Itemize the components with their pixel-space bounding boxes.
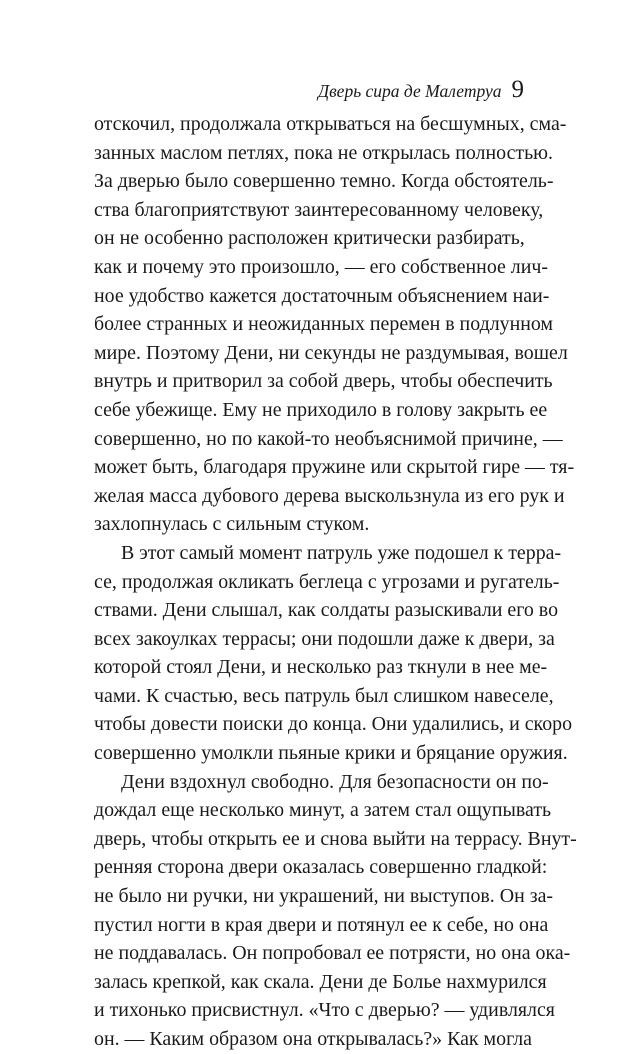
- text-line: более странных и неожиданных перемен в подлунном: [94, 313, 554, 336]
- text-line: может быть, благодаря пружине или скрытой гире — тя-: [94, 456, 575, 479]
- text-line: В этот самый момент патруль уже подошел к терра-: [121, 541, 562, 564]
- text-line: се, продолжая окликать беглеца с угрозами и ругатель-: [94, 570, 560, 593]
- text-line: не поддавалась. Он попробовал ее потрясти, но она ока-: [94, 942, 571, 965]
- text-line: Дени вздохнул свободно. Для безопасности он по-: [121, 770, 549, 793]
- paragraph-3: [94, 768, 577, 1054]
- text-line: ное удобство кажется достаточным объяснением наи-: [94, 284, 550, 307]
- text-line: занных маслом петлях, пока не открылась полностью.: [94, 141, 553, 164]
- text-line: и тихонько присвистнул. «Что с дверью? — удивлялся: [94, 999, 555, 1022]
- text-line: пустил ногти в края двери и потянул ее к себе, но она: [94, 913, 549, 936]
- running-head: [318, 76, 524, 104]
- body-text: [94, 110, 577, 1054]
- text-line: как и почему это произошло, — его собственное лич-: [94, 255, 549, 278]
- page-number: 9: [511, 76, 524, 103]
- text-line: За дверью было совершенно темно. Когда обстоятель-: [94, 170, 554, 193]
- text-line: залась крепкой, как скала. Дени де Болье нахмурился: [94, 970, 547, 993]
- text-line: себе убежище. Ему не приходило в голову закрыть ее: [94, 398, 548, 421]
- text-line: чтобы довести поиски до конца. Они удалились, и скоро: [94, 713, 573, 736]
- text-line: захлопнулась с сильным стуком.: [94, 513, 370, 536]
- text-line: совершенно умолкли пьяные крики и бряцание оружия.: [94, 742, 568, 765]
- text-line: внутрь и притворил за собой дверь, чтобы обеспечить: [94, 370, 553, 393]
- running-title: Дверь сира де Малетруа: [317, 81, 502, 101]
- paragraph-2: [94, 539, 573, 768]
- text-line: он. — Каким образом она открывалась?» Как могла: [94, 1028, 532, 1050]
- text-line: ства благоприятствуют заинтересованному человеку,: [94, 198, 544, 221]
- text-line: отскочил, продолжала открываться на бесшумных, сма-: [94, 113, 567, 135]
- text-line: не было ни ручки, ни украшений, ни выступов. Он за-: [94, 885, 554, 908]
- text-line: желая масса дубового дерева выскользнула из его рук и: [94, 484, 565, 507]
- text-line: ренняя сторона двери оказалась совершенно гладкой:: [94, 856, 548, 879]
- text-line: он не особенно расположен критически разбирать,: [94, 227, 525, 250]
- text-line: всех закоулках террасы; они подошли даже к двери, за: [94, 627, 555, 650]
- text-line: чами. К счастью, весь патруль был слишком навеселе,: [94, 684, 554, 707]
- text-line: мире. Поэтому Дени, ни секунды не раздумывая, вошел: [94, 341, 568, 364]
- text-line: которой стоял Дени, и несколько раз ткнули в нее ме-: [94, 656, 548, 679]
- text-line: дверь, чтобы открыть ее и снова выйти на террасу. Внут-: [94, 827, 577, 850]
- text-line: ствами. Дени слышал, как солдаты разыскивали его во: [94, 599, 559, 622]
- text-line: дождал еще несколько минут, а затем стал ощупывать: [94, 799, 552, 822]
- paragraph-1: [94, 110, 575, 539]
- text-line: совершенно, но по какой-то необъяснимой причине, —: [94, 427, 563, 450]
